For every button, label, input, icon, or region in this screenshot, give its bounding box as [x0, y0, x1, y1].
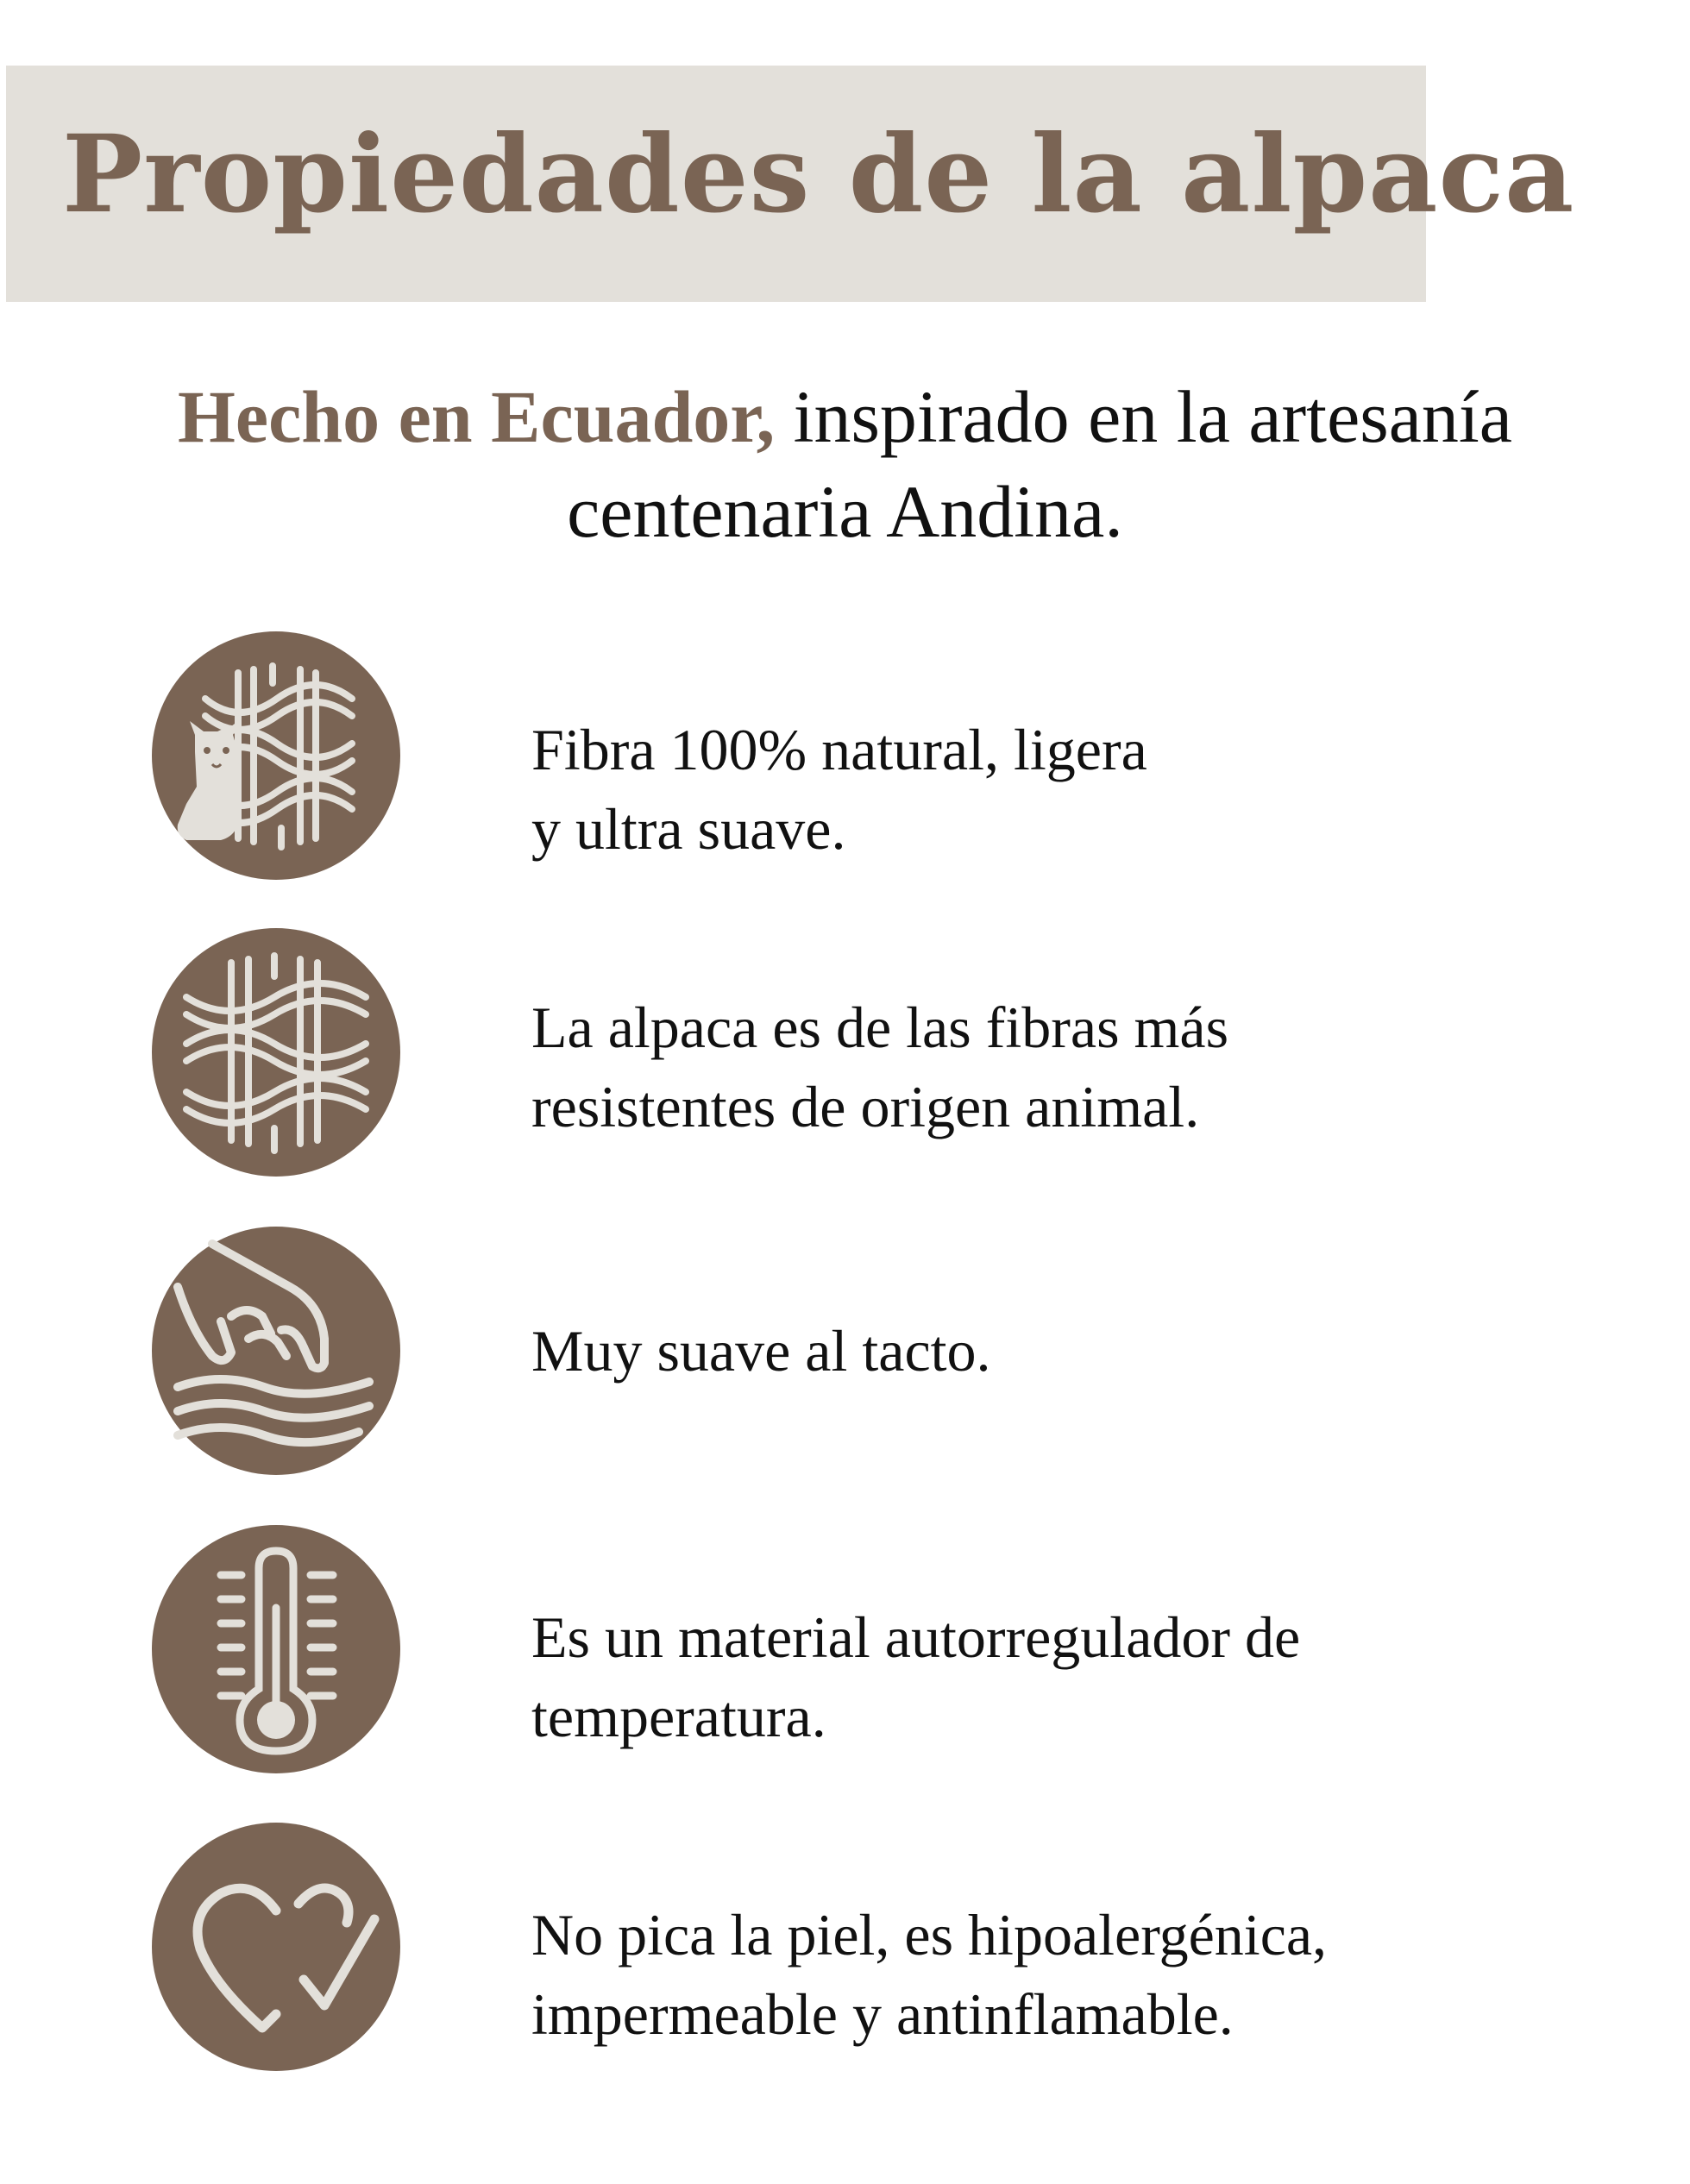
page-title: Propiedades de la alpaca — [62, 112, 1575, 237]
intro-line-1-rest: inspirado en la artesanía — [775, 375, 1512, 458]
intro-text — [0, 369, 1690, 559]
property-line: impermeable y antinflamable. — [531, 1981, 1234, 2047]
property-text-2 — [531, 988, 1228, 1146]
soft-touch-hand-icon — [152, 1227, 400, 1475]
property-line: y ultra suave. — [531, 796, 846, 862]
heart-check-icon — [152, 1823, 400, 2071]
property-line: temperatura. — [531, 1684, 826, 1749]
property-line: Es un material autorregulador de — [531, 1604, 1301, 1670]
weave-icon — [152, 928, 400, 1177]
property-line: Muy suave al tacto. — [531, 1318, 991, 1384]
intro-line-1 — [0, 369, 1690, 464]
property-text-5 — [531, 1895, 1327, 2054]
property-line: resistentes de origen animal. — [531, 1074, 1200, 1139]
property-text-3 — [531, 1311, 991, 1390]
alpaca-weave-icon — [152, 631, 400, 880]
intro-line-2: centenaria Andina. — [567, 470, 1123, 553]
property-text-4 — [531, 1597, 1300, 1756]
property-line: La alpaca es de las fibras más — [531, 995, 1229, 1060]
property-line: No pica la piel, es hipoalergénica, — [531, 1902, 1328, 1967]
thermometer-icon — [152, 1525, 400, 1773]
intro-highlight: Hecho en Ecuador, — [178, 375, 776, 458]
property-text-1 — [531, 710, 1147, 869]
property-line: Fibra 100% natural, ligera — [531, 717, 1147, 782]
